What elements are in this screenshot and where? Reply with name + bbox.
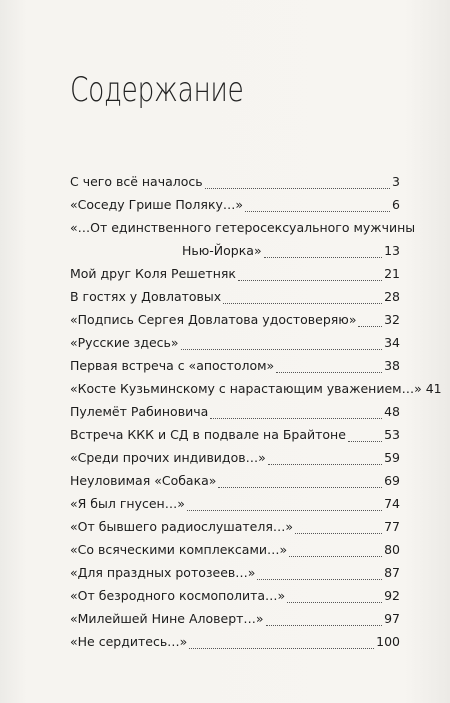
dot-leader bbox=[245, 210, 390, 212]
toc-entry-continuation bbox=[70, 243, 400, 266]
toc-entry-label: «От безродного космополита…» bbox=[70, 588, 286, 603]
toc-page-number: 69 bbox=[384, 473, 400, 488]
toc-entry-label-continued: Нью-Йорка» bbox=[182, 243, 262, 258]
toc-entry bbox=[70, 450, 400, 473]
toc-entry bbox=[70, 335, 400, 358]
toc-page-number: 34 bbox=[384, 335, 400, 350]
toc-entry bbox=[70, 174, 400, 197]
table-of-contents bbox=[70, 174, 442, 657]
toc-entry bbox=[70, 634, 400, 657]
toc-entry bbox=[70, 565, 400, 588]
toc-entry bbox=[70, 588, 400, 611]
toc-entry bbox=[70, 289, 400, 312]
toc-entry-label: «Среди прочих индивидов…» bbox=[70, 450, 266, 465]
toc-page-number: 97 bbox=[384, 611, 400, 626]
toc-entry-label: Встреча ККК и СД в подвале на Брайтоне bbox=[70, 427, 346, 442]
toc-entry-label: «…От единственного гетеросексуального мужчины bbox=[70, 220, 416, 235]
toc-entry bbox=[70, 266, 400, 289]
dot-leader bbox=[223, 302, 382, 304]
toc-page-number: 48 bbox=[384, 404, 400, 419]
dot-leader bbox=[287, 601, 382, 603]
toc-entry-label: Пулемёт Рабиновича bbox=[70, 404, 209, 419]
toc-page-number: 41 bbox=[425, 381, 442, 396]
dot-leader bbox=[189, 647, 374, 649]
dot-leader bbox=[257, 578, 382, 580]
dot-leader bbox=[181, 348, 383, 350]
toc-page-number: 77 bbox=[384, 519, 400, 534]
toc-entry-label: «Со всяческими комплексами…» bbox=[70, 542, 288, 557]
toc-page-number: 80 bbox=[384, 542, 400, 557]
toc-page-number: 87 bbox=[384, 565, 400, 580]
toc-page-number: 74 bbox=[384, 496, 400, 511]
toc-entry bbox=[70, 312, 400, 335]
dot-leader bbox=[238, 279, 382, 281]
toc-entry bbox=[70, 611, 400, 634]
toc-entry-label: «Соседу Грише Поляку…» bbox=[70, 197, 244, 212]
toc-page-number: 3 bbox=[392, 174, 400, 189]
toc-entry-label: «Не сердитесь…» bbox=[70, 634, 188, 649]
toc-entry bbox=[70, 427, 400, 450]
toc-entry-label: «Русские здесь» bbox=[70, 335, 179, 350]
toc-page-number: 59 bbox=[384, 450, 400, 465]
toc-page-number: 6 bbox=[392, 197, 400, 212]
toc-entry-label: «От бывшего радиослушателя…» bbox=[70, 519, 293, 534]
toc-entry bbox=[70, 542, 400, 565]
toc-entry bbox=[70, 519, 400, 542]
dot-leader bbox=[210, 417, 382, 419]
toc-page-number: 38 bbox=[384, 358, 400, 373]
toc-entry bbox=[70, 404, 400, 427]
toc-entry bbox=[70, 197, 400, 220]
dot-leader bbox=[205, 187, 390, 189]
toc-entry-label: Неуловимая «Собака» bbox=[70, 473, 217, 488]
dot-leader bbox=[295, 532, 382, 534]
dot-leader bbox=[264, 256, 383, 258]
dot-leader bbox=[289, 555, 382, 557]
toc-entry-label: «Я был гнусен…» bbox=[70, 496, 185, 511]
toc-page-number: 32 bbox=[384, 312, 400, 327]
toc-entry-label: Первая встреча с «апостолом» bbox=[70, 358, 275, 373]
toc-entry-label: Мой друг Коля Решетняк bbox=[70, 266, 236, 281]
toc-entry bbox=[70, 496, 400, 519]
toc-entry-label: «Подпись Сергея Довлатова удостоверяю» bbox=[70, 312, 357, 327]
toc-page-number: 13 bbox=[384, 243, 400, 258]
toc-entry-label: В гостях у Довлатовых bbox=[70, 289, 222, 304]
dot-leader bbox=[358, 325, 382, 327]
toc-entry-label: «Милейшей Нине Аловерт…» bbox=[70, 611, 264, 626]
page-title: Содержание bbox=[70, 70, 244, 110]
dot-leader bbox=[266, 624, 383, 626]
dot-leader bbox=[276, 371, 382, 373]
toc-entry-label: «Косте Кузьминскому с нарастающим уважением…» bbox=[70, 381, 422, 396]
toc-page-number: 28 bbox=[384, 289, 400, 304]
toc-page-number: 53 bbox=[384, 427, 400, 442]
toc-entry bbox=[70, 473, 400, 496]
toc-page-number: 100 bbox=[376, 634, 400, 649]
dot-leader bbox=[268, 463, 382, 465]
toc-entry bbox=[70, 220, 416, 243]
toc-entry-label: С чего всё началось bbox=[70, 174, 203, 189]
dot-leader bbox=[187, 509, 382, 511]
dot-leader bbox=[348, 440, 382, 442]
dot-leader bbox=[218, 486, 382, 488]
toc-page-number: 21 bbox=[384, 266, 400, 281]
toc-entry-label: «Для праздных ротозеев…» bbox=[70, 565, 256, 580]
toc-page-number: 92 bbox=[384, 588, 400, 603]
toc-entry bbox=[70, 381, 442, 404]
toc-entry bbox=[70, 358, 400, 381]
